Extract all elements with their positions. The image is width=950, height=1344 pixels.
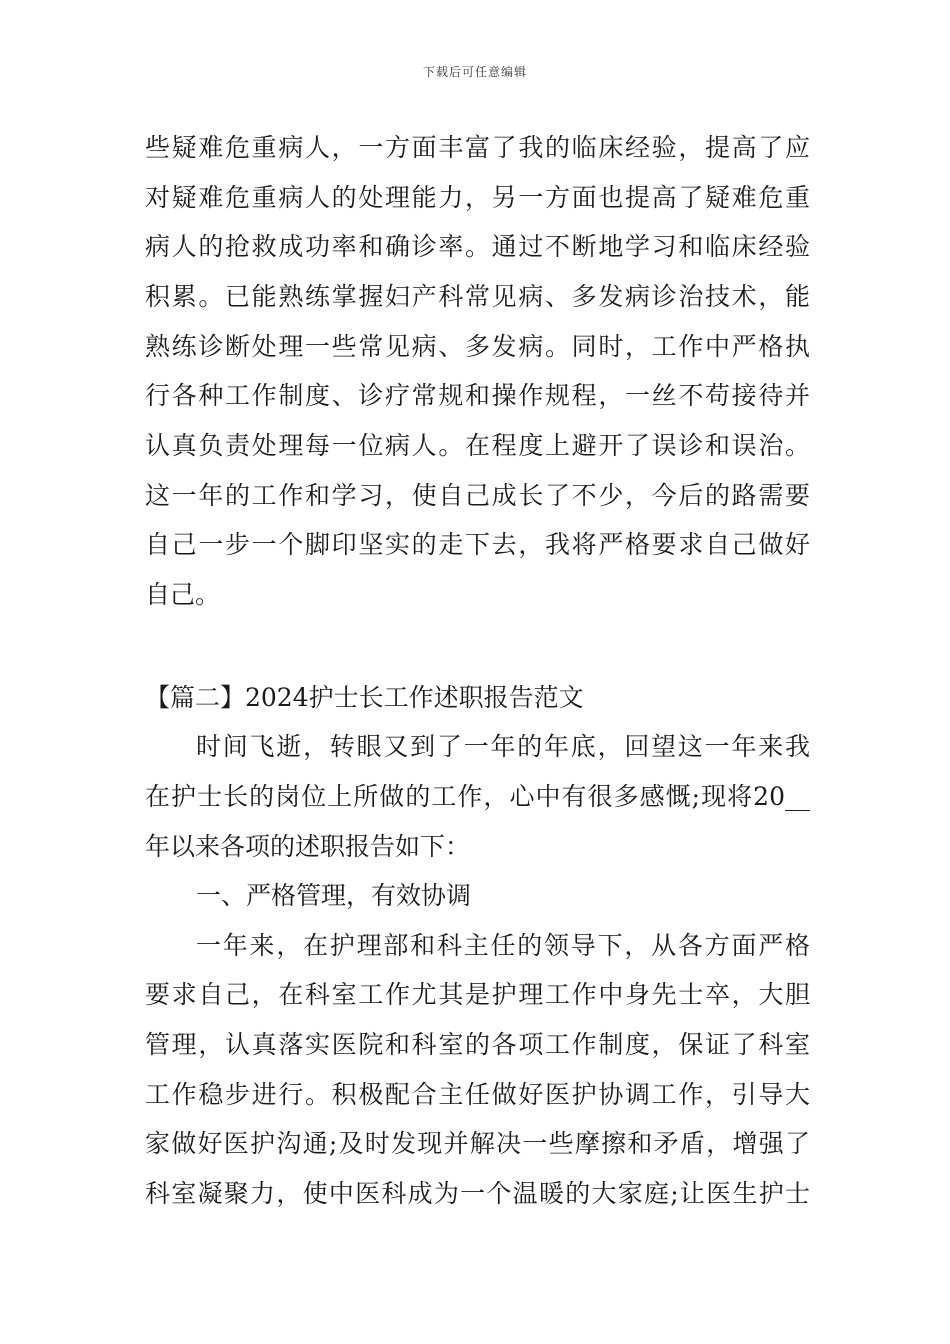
body-line: 要求自己，在科室工作尤其是护理工作中身先士卒，大胆 bbox=[145, 980, 810, 1009]
paragraph-line: 认真负责处理每一位病人。在程度上避开了误诊和误治。 bbox=[145, 431, 810, 460]
paragraph-line: 行各种工作制度、诊疗常规和操作规程，一丝不苟接待并 bbox=[145, 381, 810, 410]
body-line: 工作稳步进行。积极配合主任做好医护协调工作，引导大 bbox=[145, 1080, 810, 1109]
paragraph-line: 对疑难危重病人的处理能力，另一方面也提高了疑难危重 bbox=[145, 183, 810, 212]
intro-line: 时间飞逝，转眼又到了一年的年底，回望这一年来我 bbox=[196, 732, 810, 761]
paragraph-line: 自己。 bbox=[145, 580, 221, 609]
intro-line: 年以来各项的述职报告如下： bbox=[145, 832, 471, 861]
paragraph-line: 熟练诊断处理一些常见病、多发病。同时，工作中严格执 bbox=[145, 332, 810, 361]
subheading: 一、严格管理，有效协调 bbox=[196, 881, 472, 910]
page-header-note: 下载后可任意编辑 bbox=[422, 65, 527, 79]
paragraph-line: 积累。已能熟练掌握妇产科常见病、多发病诊治技术，能 bbox=[145, 282, 810, 311]
body-line: 一年来，在护理部和科主任的领导下，从各方面严格 bbox=[196, 931, 810, 960]
paragraph-line: 这一年的工作和学习，使自己成长了不少，今后的路需要 bbox=[145, 481, 810, 510]
paragraph-line: 病人的抢救成功率和确诊率。通过不断地学习和临床经验 bbox=[145, 232, 810, 261]
paragraph-line: 些疑难危重病人，一方面丰富了我的临床经验，提高了应 bbox=[145, 133, 810, 162]
body-line: 管理，认真落实医院和科室的各项工作制度，保证了科室 bbox=[145, 1030, 810, 1059]
section-heading: 【篇二】2024护士长工作述职报告范文 bbox=[145, 683, 584, 712]
paragraph-line: 自己一步一个脚印坚实的走下去，我将严格要求自己做好 bbox=[145, 530, 810, 559]
intro-line: 在护士长的岗位上所做的工作，心中有很多感慨;现将20__ bbox=[145, 782, 810, 811]
body-line: 家做好医护沟通;及时发现并解决一些摩擦和矛盾，增强了 bbox=[145, 1129, 810, 1158]
body-line: 科室凝聚力，使中医科成为一个温暖的大家庭;让医生护士 bbox=[145, 1179, 810, 1208]
